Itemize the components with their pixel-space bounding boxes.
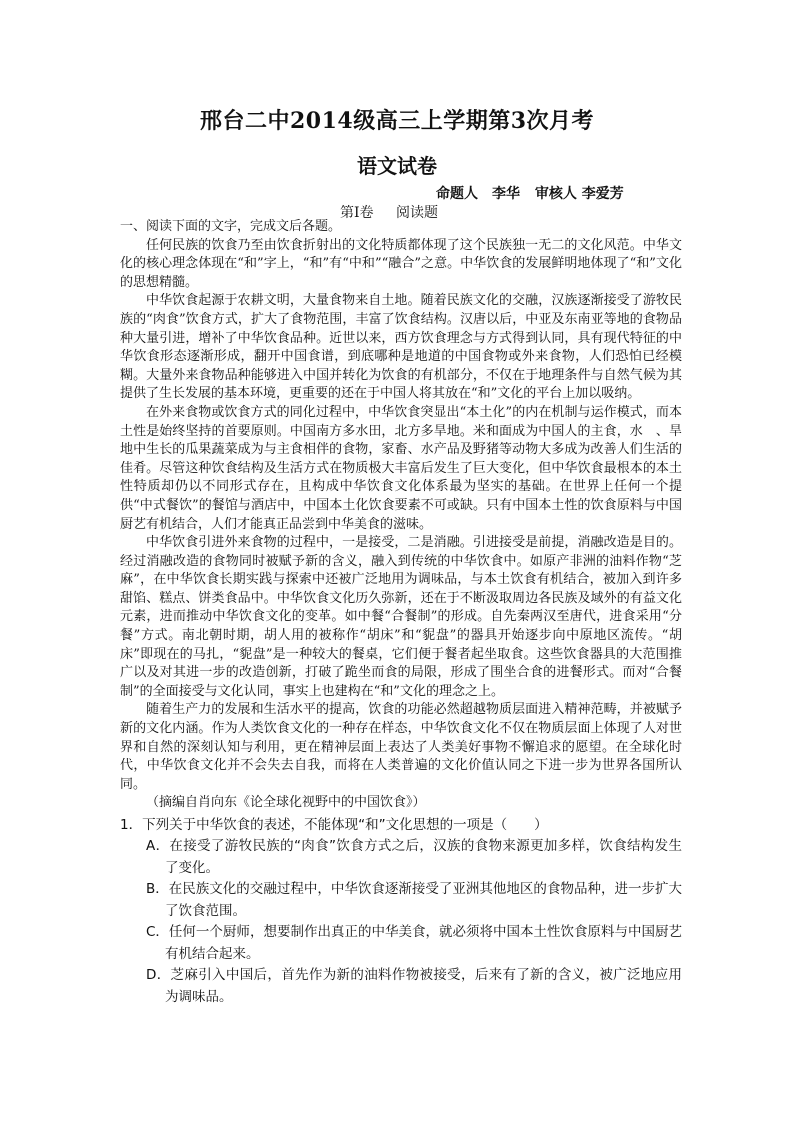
passage-paragraph: 在外来食物或饮食方式的同化过程中，中华饮食突显出“本土化”的内在机制与运作模式，而本土性是始终坚持的首要原则。中国南方多水田，北方多旱地。米和面成为中国人的主食，水 、旱地中生长的瓜果蔬菜成为与主食相伴的食物，家畜、水产品及野猪等动物大多成为改善人们生活的佳肴。尽管这种饮食结构及生活方式在物质极大丰富后发生了巨大变化，但中华饮食最根本的本土性特质却仍以不同形式存在，且构成中华饮食文化体系最为坚实的基础。在世界上任何一个提供“中式餐饮”的餐馆与酒店中，中国本土化饮食要素不可或缺。只有中国本土性的饮食原料与中国厨艺有机结合，人们才能真正品尝到中华美食的滋味。 (120, 404, 682, 532)
author-line (436, 183, 634, 203)
question-stem: 1．下列关于中华饮食的表述，不能体现“和”文化思想的一项是（ ） (120, 817, 548, 833)
exam-subtitle: 语文试卷 (357, 154, 437, 178)
passage-source: （摘编自肖向东《论全球化视野中的中国饮食》） (146, 795, 426, 811)
exam-content (120, 218, 682, 1008)
passage-paragraph: 任何民族的饮食乃至由饮食折射出的文化特质都体现了这个民族独一无二的文化风范。中华文化的核心理念体现在“和”字上，“和”有“中和”“融合”之意。中华饮食的发展鲜明地体现了“和”文化的思想精髓。 (120, 237, 682, 290)
passage-paragraph: 中华饮食起源于农耕文明，大量食物来自土地。随着民族文化的交融，汉族逐渐接受了游牧民族的“肉食”饮食方式，扩大了食物范围，丰富了饮食结构。汉唐以后，中亚及东南亚等地的食物品种大量引进，增补了中华饮食品种。近世以来，西方饮食理念与方式得到认同，具有现代特征的中华饮食形态逐渐形成，翻开中国食谱，到底哪种是地道的中国食物或外来食物，人们恐怕已经模糊。大量外来食物品种能够进入中国并转化为饮食的有机部分，不仅在于地理条件与自然气候为其提供了生长发展的基本环境，更重要的还在于中国人将其放在“和”文化的平台上加以吸纳。 (120, 293, 682, 402)
question-reviewer: 审核人 李爱芳 (534, 186, 624, 202)
exam-title: 邢台二中2014级高三上学期第3次月考 (199, 108, 595, 134)
option-c: C．任何一个厨师，想要制作出真正的中华美食，就必须将中国本土性饮食原料与中国厨艺有机结合起来。 (146, 924, 682, 962)
option-b: B．在民族文化的交融过程中，中华饮食逐渐接受了亚洲其他地区的食物品种，进一步扩大了饮食范围。 (146, 881, 682, 919)
section-heading: 一、阅读下面的文字，完成文后各题。 (120, 219, 342, 234)
question-options (120, 836, 682, 1008)
volume-number: 第Ⅰ卷 (340, 205, 374, 221)
option-a: A．在接受了游牧民族的“肉食”饮食方式之后，汉族的食物来源更加多样，饮食结构发生了变化。 (146, 838, 682, 876)
passage-paragraph: 随着生产力的发展和生活水平的提高，饮食的功能必然超越物质层面进入精神范畴，并被赋予新的文化内涵。作为人类饮食文化的一种存在样态，中华饮食文化不仅在物质层面上体现了人对世界和自然的深刻认知与利用，更在精神层面上表达了人类美好事物不懈追求的愿望。在全球化时代，中华饮食文化并不会失去自我，而将在人类普遍的文化价值认同之下进一步为世界各国所认同。 (120, 702, 682, 792)
passage-paragraph: 中华饮食引进外来食物的过程中，一是接受，二是消融。引进接受是前提，消融改造是目的。经过消融改造的食物同时被赋予新的含义，融入到传统的中华饮食中。如原产非洲的油料作物“芝麻”，在中华饮食长期实践与探索中还被广泛地用为调味品，与本土饮食有机结合，被加入到许多甜馅、糕点、饼类食品中。中华饮食文化历久弥新，还在于不断汲取周边各民族及域外的有益文化元素，进而推动中华饮食文化的变革。如中餐“合餐制”的形成。自先秦两汉至唐代，进食采用“分餐”方式。南北朝时期，胡人用的被称作“胡床”和“䝚盘”的器具开始逐步向中原地区流传。“胡床”即现在的马扎，“䝚盘”是一种较大的餐桌，它们便于餐者起坐取食。这些饮食器具的大范围推广以及对其进一步的改造创新，打破了跪坐而食的局限，形成了围坐合食的进餐形式。而对“合餐制”的全面接受与文化认同，事实上也建构在“和”文化的理念之上。 (120, 535, 682, 699)
volume-name: 阅读题 (395, 205, 438, 221)
question-setter: 命题人 李华 (436, 186, 520, 202)
option-d: D．芝麻引入中国后，首先作为新的油料作物被接受，后来有了新的含义，被广泛地应用为调味品。 (146, 967, 682, 1005)
